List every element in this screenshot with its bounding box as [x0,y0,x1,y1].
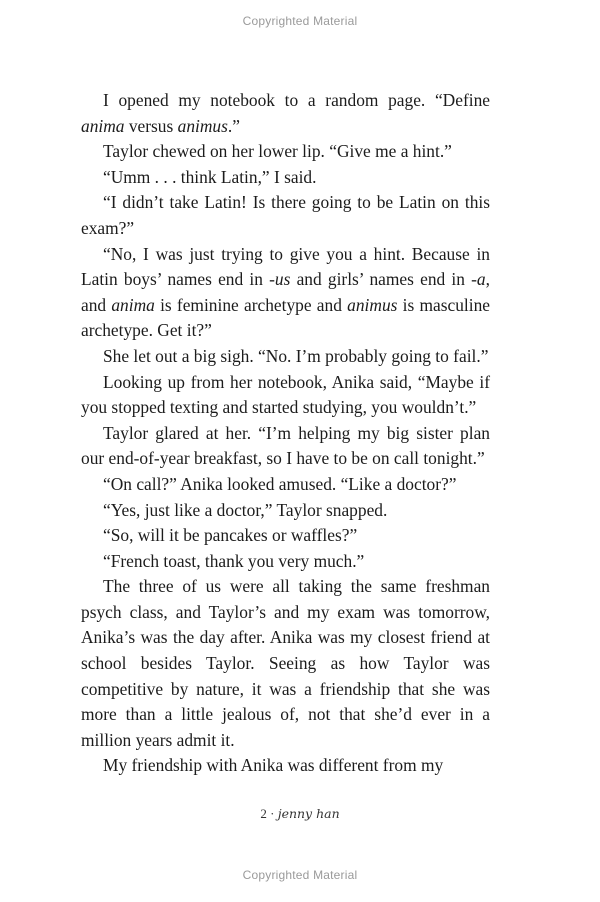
paragraph [81,139,490,165]
text-run: She let out a big sigh. “No. I’m probably going to fail.” [103,345,489,366]
italic-text: -us [269,269,291,290]
text-run: “Umm . . . think Latin,” I said. [103,166,317,187]
text-run: Looking up from her notebook, Anika said, “Maybe if you stopped texting and started studying, you wouldn’t.” [81,371,490,418]
italic-text: anima [81,115,125,136]
text-run: and girls’ names end in [290,269,472,290]
text-run: “Yes, just like a doctor,” Taylor snapped. [103,499,388,520]
page-footer [0,806,600,822]
text-run: “I didn’t take Latin! Is there going to be Latin on this exam?” [81,192,490,238]
italic-text: -a [471,269,486,290]
italic-text: anima [111,294,155,315]
paragraph [81,370,490,421]
text-run: .” [227,115,240,136]
italic-text: animus [177,115,228,136]
paragraph [81,574,490,753]
page-number: 2 [260,806,267,821]
paragraph [81,472,490,498]
text-run: “So, will it be pancakes or waffles?” [103,525,358,546]
text-run: Taylor glared at her. “I’m helping my big sister plan our end-of-year breakfast, so I have to be on call tonight.” [81,422,490,469]
paragraph [81,344,490,370]
copyright-watermark-bottom: Copyrighted Material [242,868,358,882]
paragraph [81,242,490,344]
text-run: is feminine archetype and [154,294,348,315]
text-run: , and [81,269,490,315]
paragraph [81,753,490,779]
author-name: jenny han [277,806,340,821]
page-body-text [81,88,490,779]
paragraph [81,88,490,139]
paragraph [81,549,490,575]
text-run: Taylor chewed on her lower lip. “Give me a hint.” [103,141,452,162]
paragraph [81,165,490,191]
paragraph [81,498,490,524]
text-run: I opened my notebook to a random page. “Define [103,90,490,110]
text-run: “French toast, thank you very much.” [103,550,365,571]
text-run: versus [124,115,178,136]
copyright-watermark-top: Copyrighted Material [242,14,358,28]
text-run: My friendship with Anika was different from my [103,755,444,776]
text-run: is masculine archetype. Get it?” [81,294,490,341]
text-run: “On call?” Anika looked amused. “Like a doctor?” [103,473,457,494]
paragraph [81,523,490,549]
paragraph [81,190,490,241]
text-run: “No, I was just trying to give you a hint. Because in Latin boys’ names end in [81,243,490,290]
paragraph [81,421,490,472]
text-run: The three of us were all taking the same freshman psych class, and Taylor’s and my exam was tomorrow, Anika’s was the day after. Anika was my closest friend at school besides Taylor. Seeing as how Taylor was competitive by nature, it was a friendship that she was more than a little jealous of, not that she’d ever in a million years admit it. [81,576,490,750]
italic-text: animus [347,294,398,315]
footer-separator: · [270,806,275,821]
